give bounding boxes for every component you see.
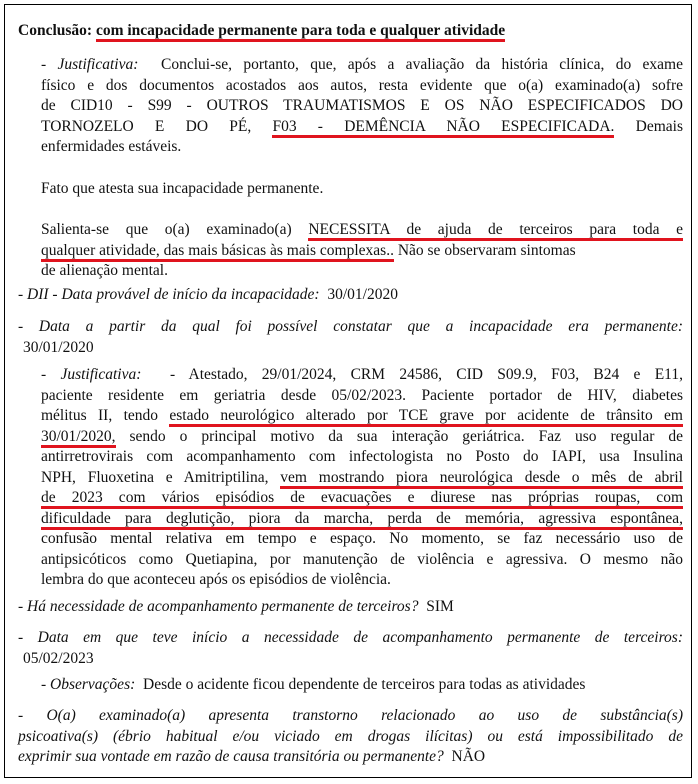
cid-f03-highlight: F03 - DEMÊNCIA NÃO ESPECIFICADA.	[272, 118, 614, 138]
just1-line-3: de CID10 - S99 - OUTROS TRAUMATISMOS E OS NÃO ESPECIFICADOS DO	[41, 97, 683, 114]
conclusion-label: Conclusão:	[18, 22, 93, 39]
just2-label: - Justificativa:	[41, 366, 142, 383]
atividade-highlight: qualquer atividade, das mais básicas às mais complexas..	[41, 242, 394, 262]
substance-question: exprimir sua vontade em razão de causa transitória ou permanente?	[18, 748, 444, 765]
just1-line-1	[41, 55, 683, 76]
just2-line-4	[41, 427, 683, 448]
observations-label: - Observações:	[41, 676, 136, 693]
conclusion-line	[18, 21, 678, 42]
substance-block	[18, 706, 683, 768]
justification-block-1	[41, 55, 683, 282]
salienta-text-d: Não se observaram sintomas	[397, 241, 576, 259]
just2-line-11: lembra do que aconteceu após os episódios de violência.	[41, 571, 391, 588]
companion-label: - Há necessidade de acompanhamento permanente de terceiros?	[18, 598, 419, 615]
permanent-date-value: 30/01/2020	[23, 338, 94, 356]
piora-highlight-3: dificuldade para deglutição, piora da marcha, perda de memória, agressiva espontânea,	[41, 510, 683, 530]
just1-text-4a: TORNOZELO E DO PÉ,	[41, 117, 252, 135]
substance-line-2: psicoativa(s) (ébrio habitual e/ou viciado em drogas ilícitas) ou está impossibilitado de	[18, 727, 683, 745]
just2-line-9: confusão mental relativa em tempo e espaço. No momento, se faz necessário uso de	[41, 530, 683, 547]
just1-line-4	[41, 117, 683, 138]
just1-salienta-line-1	[41, 220, 683, 241]
report-document	[4, 4, 692, 778]
observations-value: Desde o acidente ficou dependente de terceiros para todas as atividades	[143, 676, 586, 693]
dii-label: - DII - Data provável de início da incapacidade:	[18, 286, 320, 303]
just2-line-7	[41, 488, 683, 509]
just1-salienta-line-3: de alienação mental.	[41, 262, 168, 279]
permanent-date-block	[18, 317, 683, 358]
dii-line	[18, 285, 678, 306]
companion-line	[18, 597, 678, 618]
just2-line-6	[41, 468, 683, 489]
substance-line-3	[18, 747, 683, 768]
necessita-highlight: NECESSITA de ajuda de terceiros para toda e	[308, 221, 683, 241]
just1-label: - Justificativa:	[41, 56, 139, 73]
companion-start-value: 05/02/2023	[23, 649, 94, 667]
tce-highlight: estado neurológico alterado por TCE grave por acidente de trânsito em	[169, 407, 683, 427]
just2-line-1	[41, 365, 683, 386]
just2-text-3a: mélitus II, tendo	[41, 407, 158, 424]
piora-highlight-2: de 2023 com vários episódios de evacuações e diurese nas próprias roupas, com	[41, 489, 683, 509]
just1-text-1: Conclui-se, portanto, que, após a avaliação da história clínica, do exame	[161, 56, 683, 73]
just2-line-5: antirretrovirais com acompanhamento com infectologista no Posto do IAPI, usa Insulina	[41, 448, 683, 465]
companion-start-label: - Data em que teve início a necessidade de acompanhamento permanente de terceiros:	[18, 629, 683, 646]
salienta-text-a: Salienta-se que o(a) examinado(a)	[41, 221, 292, 238]
conclusion-value: com incapacidade permanente para toda e qualquer atividade	[96, 22, 505, 42]
just1-fato: Fato que atesta sua incapacidade permanente.	[41, 179, 324, 197]
just1-line-5: enfermidades estáveis.	[41, 138, 182, 155]
just2-text-6a: NPH, Fluoxetina e Amitriptilina,	[41, 468, 269, 486]
date-2020-highlight: 30/01/2020,	[41, 428, 116, 448]
just1-salienta-line-2	[41, 241, 683, 262]
just2-line-3	[41, 406, 683, 427]
substance-value: NÃO	[451, 748, 486, 765]
just1-text-4c: Demais	[635, 117, 684, 135]
substance-line-1: - O(a) examinado(a) apresenta transtorno relacionado ao uso de substância(s)	[18, 707, 683, 724]
justification-block-2	[41, 365, 683, 591]
just1-line-2: físico e dos documentos acostados aos autos, resta evidente que o(a) examinado(a) sofre	[41, 76, 683, 94]
just2-line-8	[41, 509, 683, 530]
permanent-date-label: - Data a partir da qual foi possível constatar que a incapacidade era permanente:	[18, 318, 683, 335]
piora-highlight-1: vem mostrando piora neurológica desde o mês de abril	[280, 469, 683, 489]
just2-line-10: antipsicóticos como Quetiapina, por manutenção de violência e agressiva. O mesmo não	[41, 550, 683, 568]
observations-line	[41, 675, 683, 696]
just2-text-4b: sendo o principal motivo da sua interação geriátrica. Faz uso regular de	[129, 427, 684, 445]
just2-line-2: paciente residente em geriatria desde 05/02/2023. Paciente portador de HIV, diabetes	[41, 386, 683, 404]
dii-value: 30/01/2020	[327, 286, 398, 303]
companion-value: SIM	[426, 598, 454, 615]
companion-start-block	[18, 628, 683, 669]
just2-text-1: - Atestado, 29/01/2024, CRM 24586, CID S09.9, F03, B24 e E11,	[169, 366, 683, 383]
